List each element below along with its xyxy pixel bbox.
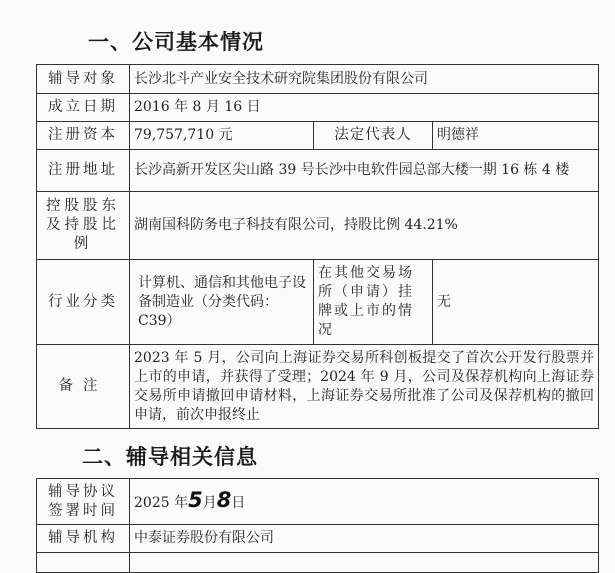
agreement-month-unit: 月 bbox=[202, 494, 217, 511]
company-label: 辅导对象 bbox=[37, 65, 130, 94]
shareholder-label: 控股股东及持股比例 bbox=[37, 192, 130, 260]
company-value: 长沙北斗产业安全技术研究院集团股份有限公司 bbox=[130, 65, 599, 94]
partial-cell-left bbox=[37, 553, 130, 573]
remarks-label: 备注 bbox=[37, 345, 130, 429]
shareholder-value: 湖南国科防务电子科技有限公司，持股比例 44.21% bbox=[130, 192, 599, 260]
agreement-day-unit: 日 bbox=[231, 494, 246, 511]
section-1-title: 一、公司基本情况 bbox=[88, 30, 264, 54]
row-capital bbox=[37, 122, 599, 150]
capital-value: 79,757,710 元 bbox=[130, 122, 314, 150]
capital-label: 注册资本 bbox=[37, 122, 130, 150]
row-industry bbox=[37, 260, 599, 345]
other-listing-value: 无 bbox=[433, 260, 599, 345]
handwritten-month: 5 bbox=[188, 487, 203, 512]
tutoring-info-table bbox=[36, 478, 599, 573]
agreement-year: 2025 年 bbox=[134, 494, 189, 511]
partial-cell-right bbox=[130, 553, 599, 573]
section-2-title: 二、辅导相关信息 bbox=[82, 445, 258, 469]
row-established bbox=[37, 94, 599, 122]
institution-value: 中泰证券股份有限公司 bbox=[130, 525, 599, 553]
company-info-table bbox=[36, 64, 599, 429]
established-label: 成立日期 bbox=[37, 94, 130, 122]
handwritten-day: 8 bbox=[216, 487, 232, 512]
legal-rep-value: 明德祥 bbox=[433, 122, 599, 150]
established-value: 2016 年 8 月 16 日 bbox=[130, 94, 599, 122]
row-company bbox=[37, 65, 599, 94]
row-institution bbox=[37, 525, 599, 553]
row-agreement-date bbox=[37, 479, 599, 525]
other-listing-label: 在其他交易场所（申请）挂牌或上市的情况 bbox=[314, 260, 433, 345]
row-shareholder bbox=[37, 192, 599, 260]
institution-label: 辅导机构 bbox=[37, 525, 130, 553]
row-remarks bbox=[37, 345, 599, 429]
row-address bbox=[37, 150, 599, 192]
industry-label: 行业分类 bbox=[37, 260, 130, 345]
legal-rep-label: 法定代表人 bbox=[314, 122, 433, 150]
industry-value: 计算机、通信和其他电子设备制造业（分类代码：C39） bbox=[130, 260, 314, 345]
row-partial bbox=[37, 553, 599, 573]
address-value: 长沙高新开发区尖山路 39 号长沙中电软件园总部大楼一期 16 栋 4 楼 bbox=[130, 150, 599, 192]
remarks-value: 2023 年 5 月，公司向上海证券交易所科创板提交了首次公开发行股票并上市的申请，并获得了受理；2024 年 9 月，公司及保荐机构向上海证券交易所申请撤回申请材料，上海证券交易所批准了公司及保荐机构的撤回申请，前次申报终止 bbox=[130, 345, 599, 429]
agreement-date-value bbox=[130, 479, 599, 525]
address-label: 注册地址 bbox=[37, 150, 130, 192]
agreement-date-label: 辅导协议签署时间 bbox=[37, 479, 130, 525]
